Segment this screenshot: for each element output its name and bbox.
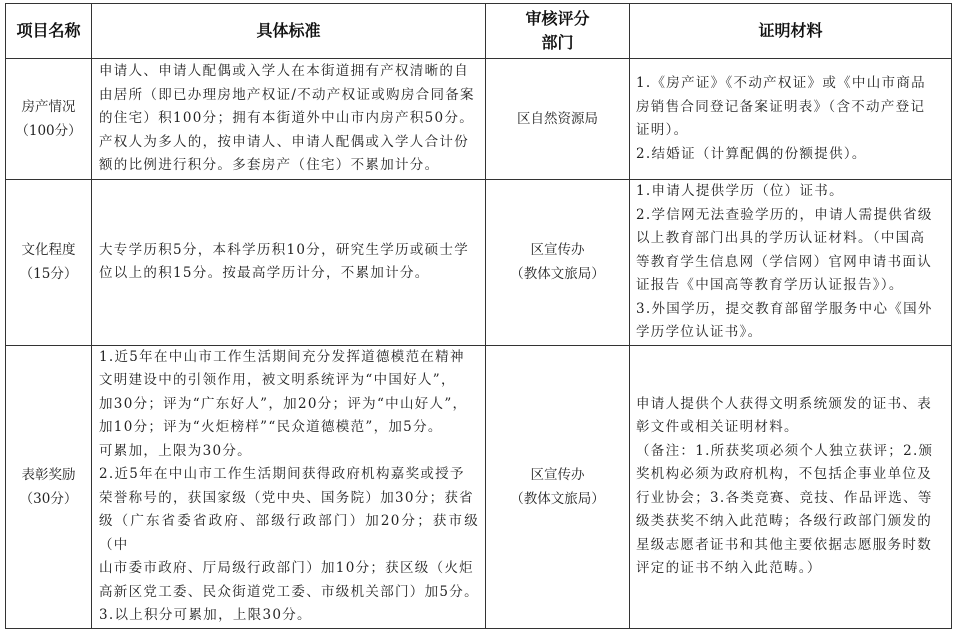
item-name-cell: [6, 345, 92, 628]
materials-line: 奖机构必须为政府机构，不包括企事业单位及: [636, 466, 932, 482]
item-score: （100分）: [15, 123, 82, 139]
standard-cell: [92, 180, 486, 346]
standard-line: 级（广东省委省政府、部级行政部门）加20分；获市级（中: [99, 513, 479, 553]
header-dept-line1: 审核评分: [525, 9, 590, 28]
dept-line: 区宣传办: [530, 466, 585, 483]
standard-line: 位以上的积15分。按最高学历计分，不累加计分。: [99, 265, 430, 282]
standard-line: 3.以上积分可累加，上限30分。: [99, 607, 312, 623]
materials-line: 1.《房产证》《不动产权证》或《中山市商品: [636, 75, 926, 91]
standard-line: 额的比例进行积分。多套房产（住宅）不累加计分。: [99, 157, 440, 174]
materials-line: 星级志愿者证书和其他主要依据志愿服务时数: [636, 536, 932, 553]
header-row: [6, 4, 952, 59]
materials-line: 行业协会；3.各类竞赛、竞技、作品评选、等: [636, 489, 933, 506]
materials-line: 以上教育部门出具的学历认证材料。（中国高: [636, 230, 926, 246]
header-standard: 具体标准: [92, 4, 486, 59]
standard-line: 2.近5年在中山市工作生活期间获得政府机构嘉奖或授予: [99, 466, 465, 482]
table-row: [6, 59, 952, 180]
materials-line: 证报告《中国高等教育学历认证报告》）。: [636, 277, 904, 293]
standard-line: 加10分；评为“火炬榜样”“民众道德模范”，加5分。: [99, 419, 443, 435]
item-score: （30分）: [19, 490, 78, 507]
standard-cell: [92, 345, 486, 628]
standard-line: 的住宅）积100分；拥有本街道外中山市内房产积50分。: [99, 110, 475, 127]
item-score: （15分）: [19, 266, 78, 283]
header-materials: 证明材料: [630, 4, 952, 59]
materials-cell: [630, 59, 952, 180]
standard-line: 高新区党工委、民众街道党工委、市级机关部门）加5分。: [99, 583, 479, 600]
dept-line: 区宣传办: [530, 242, 585, 259]
materials-line: 级类获奖不纳入此范畴；各级行政部门颁发的: [636, 513, 932, 529]
scoring-criteria-table: [5, 3, 952, 629]
standard-line: 可累加，上限为30分。: [99, 442, 252, 459]
header-item-name: 项目名称: [6, 4, 92, 59]
materials-cell: [630, 180, 952, 346]
dept-line: 区自然资源局: [517, 111, 598, 127]
materials-line: 彰文件或相关证明材料。: [636, 419, 799, 435]
header-dept: [486, 4, 630, 59]
standard-line: 山市委市政府、厅局级行政部门）加10分；获区级（火炬: [99, 560, 474, 576]
dept-cell: [486, 345, 630, 628]
standard-line: 荣誉称号的，获国家级（党中央、国务院）加30分；获省: [99, 489, 474, 506]
item-name: 房产情况: [21, 99, 76, 115]
materials-line: 2.学信网无法查验学历的，申请人需提供省级: [636, 206, 933, 223]
item-name: 文化程度: [21, 242, 76, 259]
materials-line: 证明）。: [636, 122, 689, 138]
standard-line: 1.近5年在中山市工作生活期间充分发挥道德模范在精神: [99, 348, 465, 365]
item-name-cell: [6, 180, 92, 346]
materials-line: 3.外国学历，提交教育部留学服务中心《国外: [636, 300, 933, 317]
standard-line: 产权人为多人的，按申请人、申请人配偶或入学人合计份: [99, 133, 469, 150]
header-dept-line2: 部门: [541, 33, 574, 52]
dept-line: （教体文旅局）: [510, 490, 605, 507]
materials-line: 2.结婚证（计算配偶的份额提供）。: [636, 145, 867, 162]
standard-cell: [92, 59, 486, 180]
materials-line: 房销售合同登记备案证明表》（含不动产登记: [636, 98, 926, 115]
item-name: 表彰奖励: [21, 466, 76, 483]
item-name-cell: [6, 59, 92, 180]
dept-cell: [486, 59, 630, 180]
materials-line: 评定的证书不纳入此范畴。）: [636, 560, 822, 576]
standard-line: 文明建设中的引领作用，被文明系统评为“中国好人”，: [99, 372, 456, 388]
materials-line: 学历学位认证书》。: [636, 324, 763, 340]
dept-cell: [486, 180, 630, 346]
materials-cell: [630, 345, 952, 628]
dept-line: （教体文旅局）: [510, 266, 605, 283]
materials-line: （备注：1.所获奖项必须个人独立获评；2.颁: [636, 442, 934, 459]
standard-line: 加30分；评为“广东好人”，加20分；评为“中山好人”，: [99, 395, 468, 412]
standard-line: 由居所（即已办理房地产权证/不动产权证或购房合同备案: [99, 86, 475, 103]
table-row: [6, 345, 952, 628]
materials-line: 等教育学生信息网（学信网）官网申请书面认: [636, 253, 932, 270]
standard-line: 申请人、申请人配偶或入学人在本街道拥有产权清晰的自: [99, 63, 469, 80]
materials-line: 申请人提供个人获得文明系统颁发的证书、表: [636, 395, 932, 412]
materials-line: 1.申请人提供学历（位）证书。: [636, 183, 844, 199]
table-row: [6, 180, 952, 346]
standard-line: 大专学历积5分，本科学历积10分，研究生学历或硕士学: [99, 241, 470, 258]
